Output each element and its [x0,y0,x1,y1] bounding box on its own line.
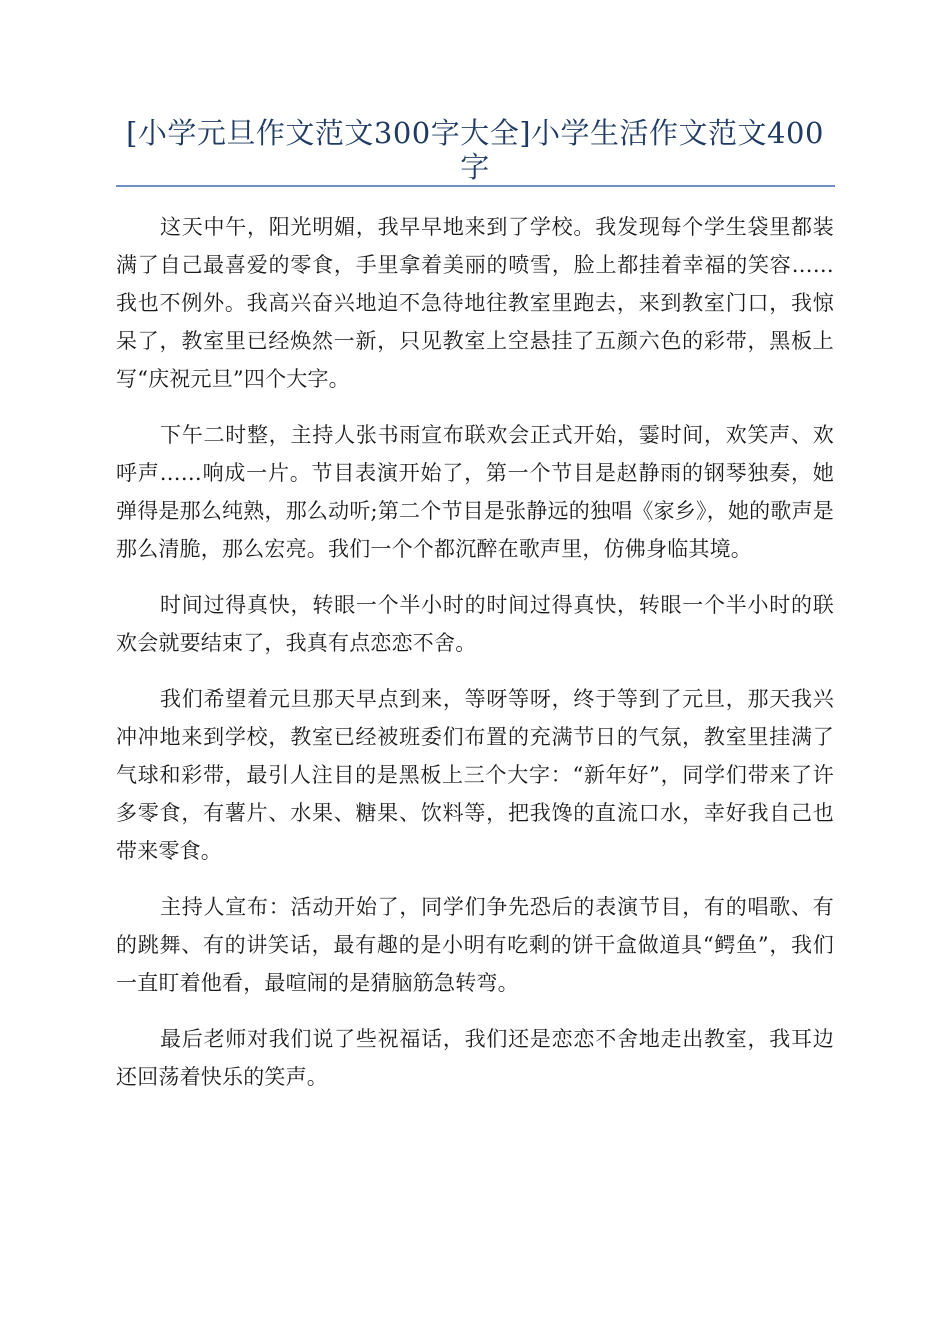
document-title: [小学元旦作文范文300字大全]小学生活作文范文400字 [126,116,824,184]
paragraph: 最后老师对我们说了些祝福话，我们还是恋恋不舍地走出教室，我耳边还回荡着快乐的笑声。 [116,1027,834,1089]
paragraph: 时间过得真快，转眼一个半小时的时间过得真快，转眼一个半小时的联欢会就要结束了，我真有点恋恋不舍。 [116,593,834,655]
paragraph: 我们希望着元旦那天早点到来，等呀等呀，终于等到了元旦，那天我兴冲冲地来到学校，教室已经被班委们布置的充满节日的气氛，教室里挂满了气球和彩带，最引人注目的是黑板上三个大字：“新年好”，同学们带来了许多零食，有薯片、水果、糖果、饮料等，把我馋的直流口水，幸好我自己也带来零食。 [116,687,834,863]
paragraph: 这天中午，阳光明媚，我早早地来到了学校。我发现每个学生袋里都装满了自己最喜爱的零食，手里拿着美丽的喷雪，脸上都挂着幸福的笑容……我也不例外。我高兴奋兴地迫不急待地往教室里跑去，来到教室门口，我惊呆了，教室里已经焕然一新，只见教室上空悬挂了五颜六色的彩带，黑板上写“庆祝元旦”四个大字。 [116,215,834,391]
paragraph: 下午二时整，主持人张书雨宣布联欢会正式开始，霎时间，欢笑声、欢呼声……响成一片。节目表演开始了，第一个节目是赵静雨的钢琴独奏，她弹得是那么纯熟，那么动听;第二个节目是张静远的独唱《家乡》，她的歌声是那么清脆，那么宏亮。我们一个个都沉醉在歌声里，仿佛身临其境。 [116,423,834,561]
title-divider [116,185,835,187]
document-body [116,208,834,1114]
paragraph: 主持人宣布：活动开始了，同学们争先恐后的表演节目，有的唱歌、有的跳舞、有的讲笑话，最有趣的是小明有吃剩的饼干盒做道具“鳄鱼”，我们一直盯着他看，最喧闹的是猜脑筋急转弯。 [116,895,834,995]
